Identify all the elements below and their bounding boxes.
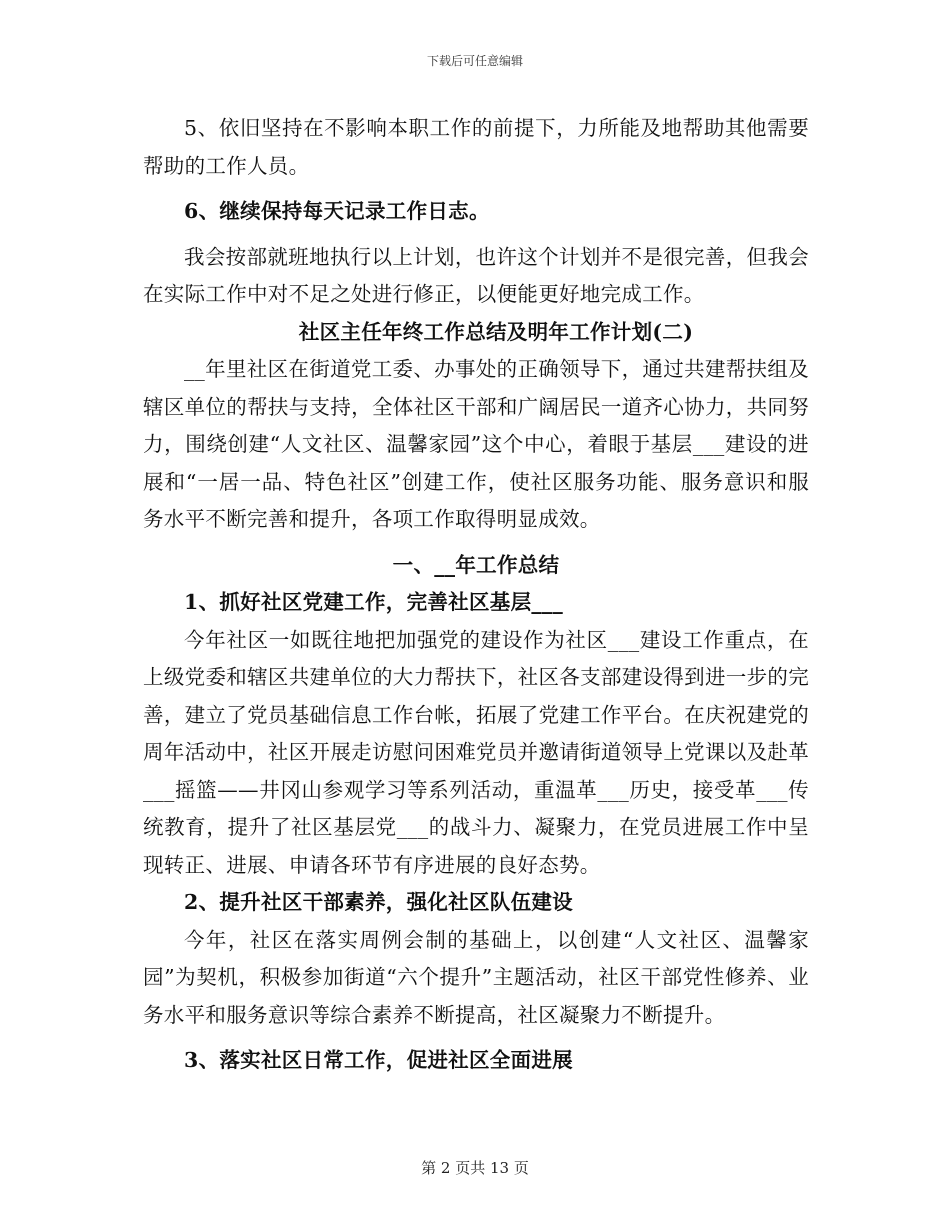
subheading-1: 1、抓好社区党建工作，完善社区基层___ <box>184 590 564 614</box>
paragraph-party-building: 今年社区一如既往地把加强党的建设作为社区___建设工作重点，在上级党委和辖区共建单位的大力帮扶下，社区各支部建设得到进一步的完善，建立了党员基础信息工作台帐，拓展了党建工作平台。在庆祝建党的周年活动中，社区开展走访慰问困难党员并邀请街道领导上党课以及赴革___摇篮——井冈山参观学习等系列活动，重温革___历史，接受革___传统教育，提升了社区基层党___的战斗力、凝聚力，在党员进展工作中呈现转正、进展、申请各环节有序进展的良好态势。 <box>143 627 809 877</box>
page-footer: 第 2 页共 13 页 <box>421 1159 529 1177</box>
paragraph-cadre-quality: 今年，社区在落实周例会制的基础上，以创建“人文社区、温馨家园”为契机，积极参加街道“六个提升”主题活动，社区干部党性修养、业务水平和服务意识等综合素养不断提高，社区凝聚力不断提升。 <box>143 927 809 1027</box>
document-body <box>143 110 809 1080</box>
document-title: 社区主任年终工作总结及明年工作计划(二) <box>298 319 694 344</box>
section-heading: 一、__年工作总结 <box>392 552 560 577</box>
paragraph-closing: 我会按部就班地执行以上计划，也许这个计划并不是很完善，但我会在实际工作中对不足之处进行修正，以便能更好地完成工作。 <box>143 244 809 306</box>
paragraph-item-5: 5、依旧坚持在不影响本职工作的前提下，力所能及地帮助其他需要帮助的工作人员。 <box>143 116 809 178</box>
subheading-2: 2、提升社区干部素养，强化社区队伍建设 <box>184 890 573 914</box>
subheading-3: 3、落实社区日常工作，促进社区全面进展 <box>184 1048 573 1072</box>
paragraph-intro: __年里社区在街道党工委、办事处的正确领导下，通过共建帮扶组及辖区单位的帮扶与支持，全体社区干部和广阔居民一道齐心协力，共同努力，围绕创建“人文社区、温馨家园”这个中心，着眼于基层___建设的进展和“一居一品、特色社区”创建工作，使社区服务功能、服务意识和服务水平不断完善和提升，各项工作取得明显成效。 <box>143 357 809 531</box>
paragraph-item-6: 6、继续保持每天记录工作日志。 <box>184 199 490 223</box>
page-header: 下载后可任意编辑 <box>426 54 523 68</box>
